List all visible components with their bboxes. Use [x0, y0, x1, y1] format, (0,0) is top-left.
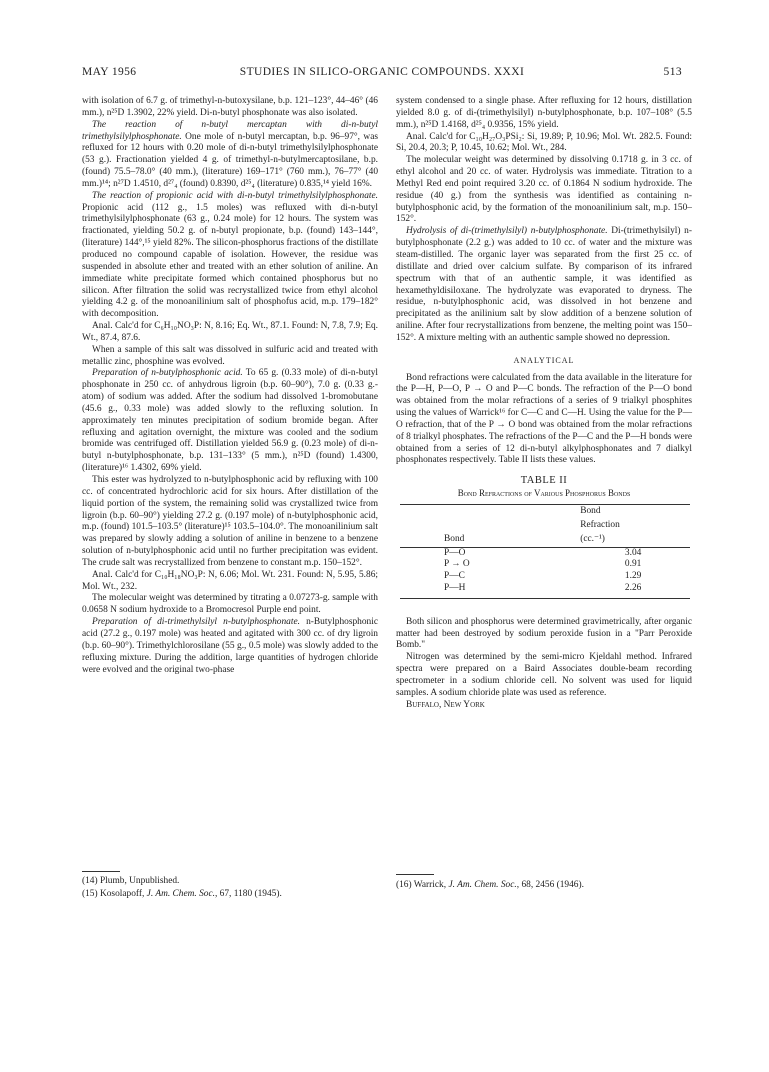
paragraph: system condensed to a single phase. After refluxing for 12 hours, distillation yielded 8.0 g. of di-(trimethylsilyl) n-butylphosphonate, b.p. 107–108° (5.5 mm.), n²⁵D 1.4168, d²⁵₄ 0.9356, 15% yield. — [396, 96, 692, 130]
table-caption: TABLE II — [520, 475, 568, 487]
footnote — [82, 875, 282, 901]
section-heading: The reaction of propionic acid with di-n-butyl trimethylsilylphosphonate. — [92, 190, 378, 201]
right-column — [396, 96, 692, 711]
footnote-14: (14) Plumb, Unpublished. — [82, 876, 180, 886]
left-column — [82, 96, 378, 676]
paragraph: Bond refractions were calculated from the data available in the literature for the P—H, P—O, P → O and P—C bonds. The refraction of the P—O bond was obtained from the molar refractions of a series of 9 trialkyl phosphites using the values of Warrick¹⁶ for C—C and C—H. Using the value for the P—O refraction, that of the P → O bond was obtained from the molar refractions of 8 trialkyl phosphates. The refractions of the P—C and the P—H bonds were obtained from a series of 12 di-n-butyl alkylphosphonates and 7 dialkyl phosphonates respectively. Table II lists these values. — [396, 372, 692, 466]
section-title: ANALYTICAL — [513, 355, 575, 365]
footnote-rule — [82, 871, 120, 872]
paragraph: This ester was hydrolyzed to n-butylphosphonic acid by refluxing with 100 cc. of concentrated hydrochloric acid for six hours. After distillation of the liquid portion of the system, the remaining solid was crystallized twice from ligroin (b.p. 60–90°) yielding 27.2 g. (0.197 mole) of n-butylphosphonic acid, m.p. (found) 101.5–103.5° (literature)¹⁵ 103.5–104.0°. The monoanilinium salt was prepared by slowly adding a solution of aniline in benzene to a benzene solution of n-butylphosphonic acid until no further precipitation was evident. The crude salt was recrystallized from benzene to constant m.p. 150–152°. — [82, 475, 378, 568]
footnote-rule — [396, 874, 434, 875]
paragraph: with isolation of 6.7 g. of trimethyl-n-butoxysilane, b.p. 121–123°, 44–46° (46 mm.), n²⁵D 1.3902, 22% yield. Di-n-butyl phosphonate was also isolated. — [82, 96, 378, 118]
section-heading: Hydrolysis of di-(trimethylsilyl) n-butylphosphonate. — [406, 226, 608, 237]
author-location: Buffalo, New York — [406, 699, 485, 710]
column-header: Refraction — [580, 519, 620, 530]
paragraph: Preparation of n-butylphosphonic acid. To 65 g. (0.33 mole) of di-n-butyl phosphonate in 250 cc. of anhydrous ligroin (b.p. 60–90°), 7.0 g. (0.33 g.-atom) of sodium was added. After the sodium had dissolved 1-bromobutane (45.6 g., 0.33 mole) was added slowly to the refluxing solution. In approximately ten minutes precipitation of sodium bromide began. After refluxing and agitation overnight, the mixture was cooled and the sodium bromide was centrifuged off. Distillation yielded 56.9 g. (0.23 mole) of di-n-butyl n-butylphosphonate, b.p. 131–133° (5 mm.), n²⁵D (found) 1.4300, (literature)¹⁶ 1.4302, 69% yield. — [82, 368, 378, 474]
footnote — [396, 879, 584, 892]
table-row: P—H 2.26 — [400, 583, 690, 598]
paragraph: Preparation of di-trimethylsilyl n-butylphosphonate. n-Butylphosphonic acid (27.2 g., 0.197 mole) was heated and agitated with 300 cc. of dry ligroin (b.p. 60–90°). Trimethylchlorosilane (55 g., 0.5 mole) was slowly added to the refluxing mixture. During the addition, large quantities of hydrogen chloride were evolved and the original two-phase — [82, 617, 378, 675]
paragraph: The reaction of n-butyl mercaptan with di-n-butyl trimethylsilylphosphonate. One mole of n-butyl mercaptan, b.p. 96–97°, was refluxed for 12 hours with 0.20 mole of di-n-butyl trimethylsilylphosphonate (53 g.). Fractionation yielded 4 g. of trimethyl-n-butylmercaptosilane, b.p. (found) 75.5–78.0° (40 mm.), (literature) 169–171° (760 mm.), 76–77° (40 mm.)¹⁴; n²⁷D 1.4510, d²⁷₄ (found) 0.8390, d²⁵₄ (literature) 0.835,¹⁴ yield 16%. — [82, 119, 378, 189]
column-header: (cc.⁻¹) — [576, 533, 690, 547]
paragraph: Hydrolysis of di-(trimethylsilyl) n-butylphosphonate. Di-(trimethylsilyl) n-butylphosphonate (2.2 g.) was added to 10 cc. of water and the mixture was steam-distilled. The organic layer was separated from the first 25 cc. of distillate and dried over calcium sulfate. By comparison of its infrared spectrum with that of an authentic sample, it was identified as hexamethyldisiloxane. The hydrolyzate was evaporated to dryness. The residue, n-butylphosphonic acid, was dissolved in hot benzene and precipitated as the anilinium salt by slow addition of a benzene solution of aniline. After four recrystallizations from benzene, the melting point was 150–152°. A mixture melting with an authentic sample showed no depression. — [396, 226, 692, 343]
table-row: P → O 0.91 — [444, 559, 642, 570]
paragraph: Both silicon and phosphorus were determined gravimetrically, after organic matter had been destroyed by sodium peroxide fusion in a "Parr Peroxide Bomb." — [396, 616, 692, 651]
running-header — [82, 66, 682, 82]
paragraph: The reaction of propionic acid with di-n-butyl trimethylsilylphosphonate. Propionic acid (112 g., 1.5 moles) was refluxed with di-n-butyl trimethylsilylphosphonate (63 g., 0.24 mole) for 12 hours. The system was fractionated, yielding 50.2 g. of n-butyl propionate, b.p. (found) 143–144°, (literature) 144°,¹⁵ yield 82%. The silicon-phosphorus fractions of the distillate produced no compound capable of isolation. However, the residue was suspended in absolute ether and treated with an ether solution of aniline. An immediate white precipitate formed which contained phosphorus but no silicon. After filtration the solid was recrystallized twice from ethyl alcohol yielding 4.2 g. of the monoanilinium salt of phosphofus acid, m.p. 179–182° with decomposition. — [82, 190, 378, 320]
paragraph: When a sample of this salt was dissolved in sulfuric acid and treated with metallic zinc, phosphine was evolved. — [82, 344, 378, 367]
analysis-paragraph: Anal. Calc'd for C₁₀H₁₈NO₃P: N, 6.06; Mol. Wt. 231. Found: N, 5.95, 5.86; Mol. Wt., 232. — [82, 569, 378, 592]
column-header: Bond — [400, 533, 576, 547]
analysis-paragraph: Anal. Calc'd for C₆H₁₀NO₃P: N, 8.16; Eq. Wt., 87.1. Found: N, 7.8, 7.9; Eq. Wt., 87.4, 87.6. — [82, 321, 378, 343]
bond-refraction-table — [400, 504, 690, 599]
paragraph: The molecular weight was determined by titrating a 0.07273-g. sample with 0.0658 N sodium hydroxide to a Bromocresol Purple end point. — [82, 593, 378, 616]
column-header: Bond — [576, 505, 690, 519]
table-row: P—O 3.04 — [444, 547, 642, 558]
paragraph: The molecular weight was determined by dissolving 0.1718 g. in 3 cc. of ethyl alcohol and 20 cc. of water. Hydrolysis was immediate. Titration to a Methyl Red end point required 3.20 cc. of 0.1864 N sodium hydroxide. The residue (40 g.) from the synthesis was identified as containing n-butylphosphonic acid, by the formation of the monoanilinium salt, m.p. 150–152°. — [396, 155, 692, 225]
section-heading: The reaction of n-butyl mercaptan with di-n-butyl trimethylsilylphosphonate. — [82, 119, 378, 142]
paragraph: Nitrogen was determined by the semi-micro Kjeldahl method. Infrared spectra were prepared on a Baird Associates double-beam recording spectrometer in a sodium chloride cell. No solvent was used for liquid samples. A sodium chloride plate was used as reference. — [396, 652, 692, 698]
page-number: 513 — [663, 66, 682, 78]
section-heading: Preparation of n-butylphosphonic acid. — [92, 368, 243, 379]
analysis-paragraph: Anal. Calc'd for C₁₀H₂₇O₃PSi₂: Si, 19.89; P, 10.96; Mol. Wt. 282.5. Found: Si, 20.4, 20.3; P, 10.45, 10.62; Mol. Wt., 284. — [396, 131, 692, 154]
section-heading: Preparation of di-trimethylsilyl n-butylphosphonate. — [92, 617, 300, 628]
footnote-15: (15) Kosolapoff, J. Am. Chem. Soc., 67, 1180 (1945). — [82, 889, 282, 899]
table-row: P—C 1.29 — [444, 571, 642, 582]
footnote-16: (16) Warrick, J. Am. Chem. Soc., 68, 2456 (1946). — [396, 880, 584, 890]
table-subtitle: Bond Refractions of Various Phosphorus Bonds — [457, 488, 631, 499]
header-date: MAY 1956 — [82, 66, 137, 78]
header-title: STUDIES IN SILICO-ORGANIC COMPOUNDS. XXXI — [239, 66, 525, 78]
